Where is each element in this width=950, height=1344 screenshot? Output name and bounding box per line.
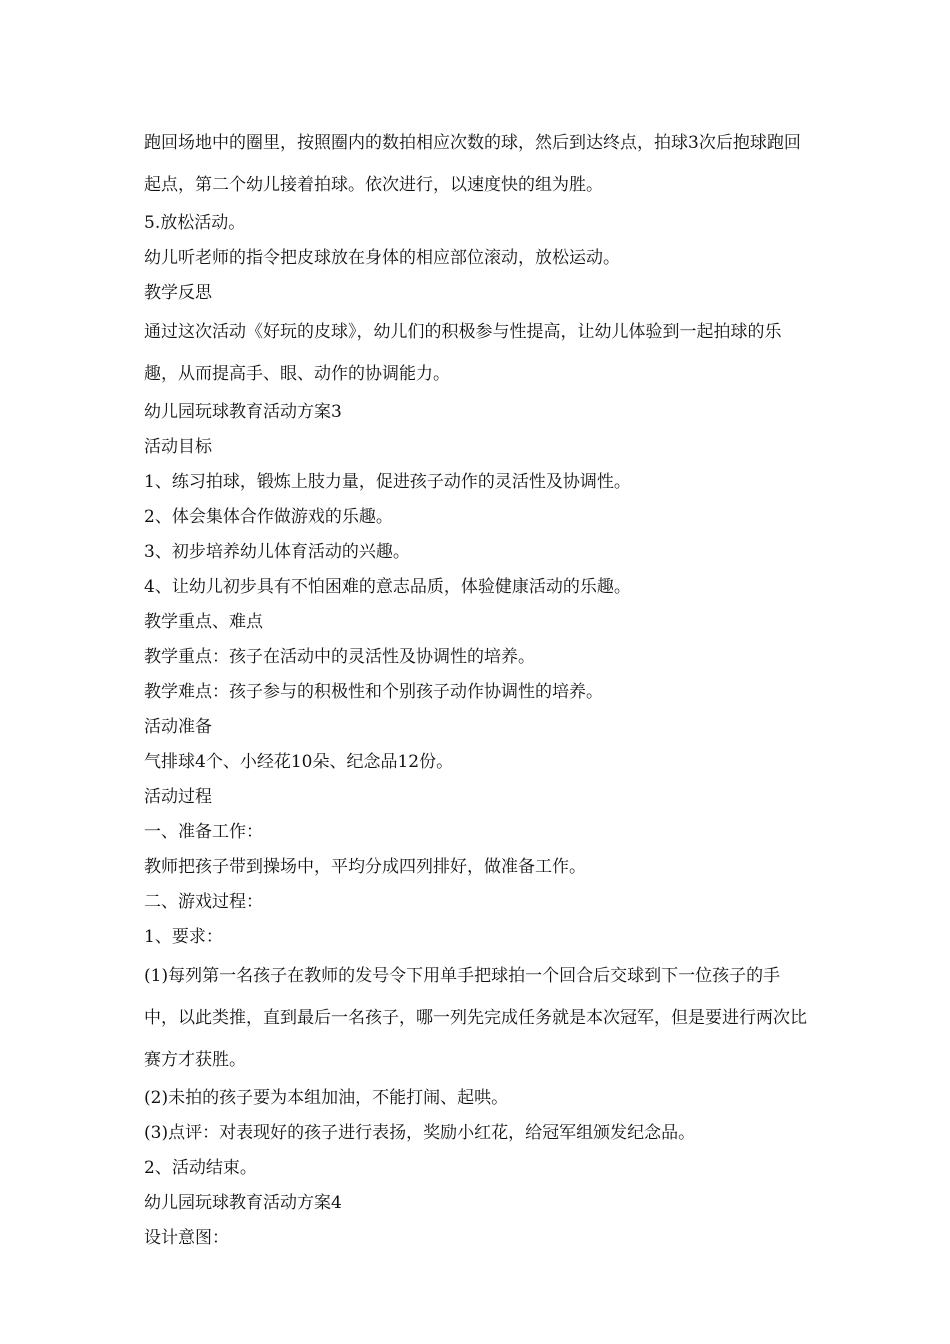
paragraph: 幼儿听老师的指令把皮球放在身体的相应部位滚动，放松运动。	[144, 248, 620, 268]
section-heading: 教学重点、难点	[144, 612, 263, 632]
paragraph: 教学难点：孩子参与的积极性和个别孩子动作协调性的培养。	[144, 682, 603, 702]
section-heading: 一、准备工作：	[144, 822, 263, 842]
section-heading: 活动过程	[144, 787, 212, 807]
list-item: 4、让幼儿初步具有不怕困难的意志品质，体验健康活动的乐趣。	[144, 577, 631, 597]
paragraph: 教师把孩子带到操场中，平均分成四列排好，做准备工作。	[144, 857, 586, 877]
document-body	[144, 122, 810, 1256]
list-item: 1、练习拍球，锻炼上肢力量，促进孩子动作的灵活性及协调性。	[144, 472, 631, 492]
section-heading: 教学反思	[144, 283, 212, 303]
paragraph: 通过这次活动《好玩的皮球》，幼儿们的积极参与性提高，让幼儿体验到一起拍球的乐趣，从而提高手、眼、动作的协调能力。	[144, 322, 782, 384]
section-heading: 幼儿园玩球教育活动方案3	[144, 402, 342, 422]
paragraph: 跑回场地中的圈里，按照圈内的数拍相应次数的球，然后到达终点，拍球3次后抱球跑回起点，第二个幼儿接着拍球。依次进行，以速度快的组为胜。	[144, 133, 801, 195]
list-item: (3)点评：对表现好的孩子进行表扬，奖励小红花，给冠军组颁发纪念品。	[144, 1123, 696, 1143]
section-heading: 活动目标	[144, 437, 212, 457]
list-item: (1)每列第一名孩子在教师的发号令下用单手把球拍一个回合后交球到下一位孩子的手中，以此类推，直到最后一名孩子，哪一列先完成任务就是本次冠军，但是要进行两次比赛方才获胜。	[144, 966, 807, 1070]
list-item: 2、体会集体合作做游戏的乐趣。	[144, 507, 393, 527]
paragraph: 教学重点：孩子在活动中的灵活性及协调性的培养。	[144, 647, 535, 667]
list-item: 3、初步培养幼儿体育活动的兴趣。	[144, 542, 410, 562]
list-item: 1、要求：	[144, 927, 223, 947]
list-item: (2)未拍的孩子要为本组加油，不能打闹、起哄。	[144, 1088, 509, 1108]
paragraph: 气排球4个、小经花10朵、纪念品12份。	[144, 752, 454, 772]
section-heading: 二、游戏过程：	[144, 892, 263, 912]
list-item: 2、活动结束。	[144, 1158, 257, 1178]
paragraph: 5.放松活动。	[144, 213, 246, 233]
section-heading: 幼儿园玩球教育活动方案4	[144, 1193, 342, 1213]
section-heading: 设计意图：	[144, 1228, 229, 1248]
section-heading: 活动准备	[144, 717, 212, 737]
